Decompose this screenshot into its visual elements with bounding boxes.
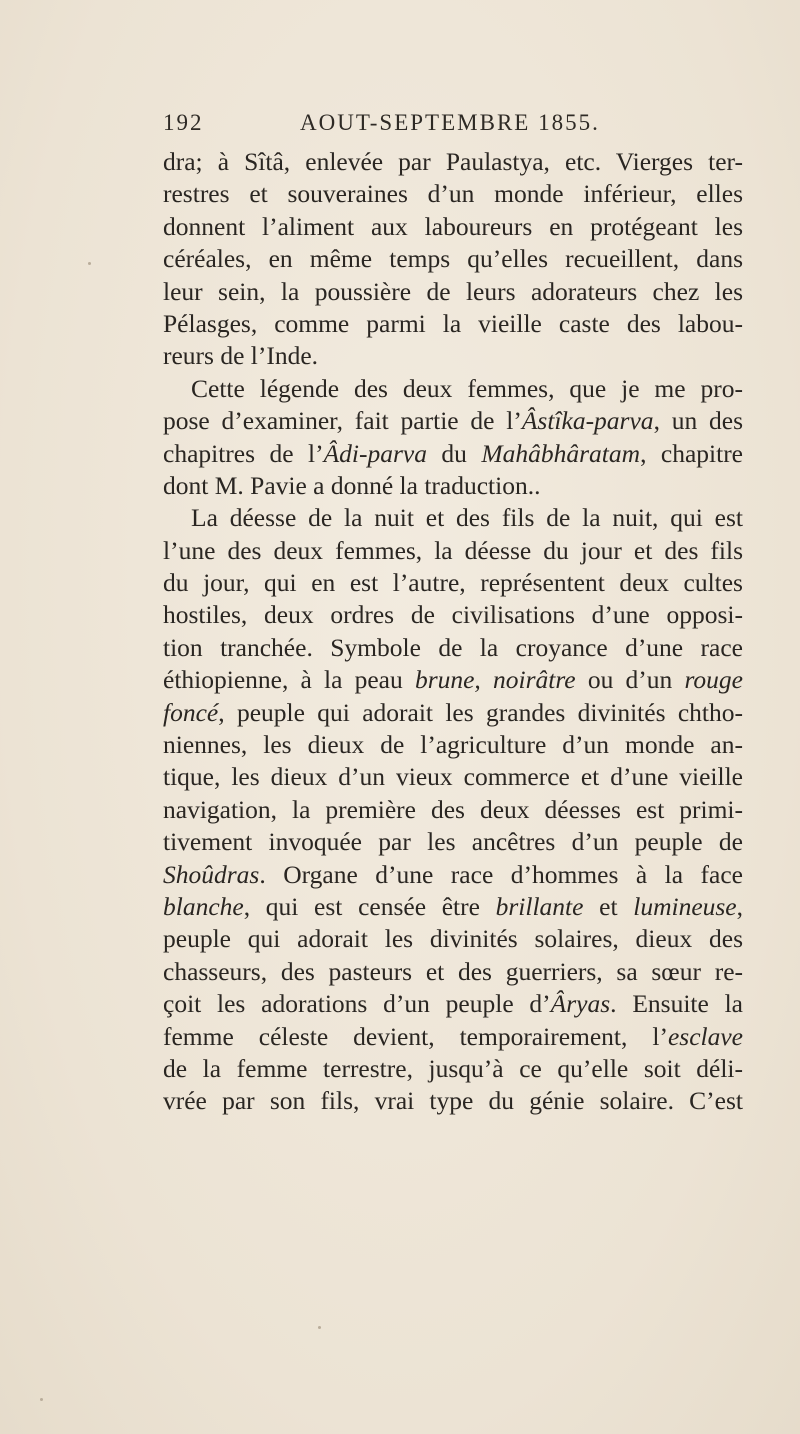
text-line xyxy=(163,729,743,761)
text-run: l’une des deux femmes, la déesse du jour et des fils xyxy=(163,535,743,565)
text-line xyxy=(163,923,743,955)
text-line xyxy=(163,373,743,405)
text-run: de la femme terrestre, jusqu’à ce qu’elle soit déli- xyxy=(163,1053,743,1083)
text-run: pose d’examiner, fait partie de l’ xyxy=(163,406,522,436)
text-run: . Organe d’une race d’hommes à la face xyxy=(259,859,743,889)
text-run: çoit les adorations d’un peuple d’ xyxy=(163,989,551,1019)
text-line xyxy=(163,567,743,599)
text-line xyxy=(163,502,743,534)
text-line xyxy=(163,632,743,664)
text-line xyxy=(163,535,743,567)
text-line xyxy=(163,211,743,243)
text-run: céréales, en même temps qu’elles recueillent, dans xyxy=(163,244,743,274)
running-head xyxy=(163,110,743,140)
text-run: , un des xyxy=(653,406,743,436)
text-run: éthiopienne, à la peau xyxy=(163,665,415,695)
paper-speck xyxy=(88,262,91,265)
text-run: . Ensuite la xyxy=(610,989,743,1019)
text-run: , qui est censée être xyxy=(243,891,496,921)
text-run: reurs de l’Inde. xyxy=(163,341,319,371)
text-run: navigation, la première des deux déesses est primi- xyxy=(163,794,743,824)
italic-text: lumineuse xyxy=(633,891,737,921)
text-line xyxy=(163,405,743,437)
text-line xyxy=(163,308,743,340)
text-line xyxy=(163,697,743,729)
italic-text: Âdi-parva xyxy=(323,438,427,468)
text-run: tique, les dieux d’un vieux commerce et d’une vieille xyxy=(163,762,743,792)
text-run: leur sein, la poussière de leurs adorateurs chez les xyxy=(163,276,743,306)
body-text xyxy=(163,146,743,1118)
text-line xyxy=(163,891,743,923)
text-line xyxy=(163,826,743,858)
italic-text: brillante xyxy=(495,891,584,921)
text-run: , chapitre xyxy=(640,438,743,468)
text-run: et xyxy=(583,891,634,921)
text-line xyxy=(163,1021,743,1053)
italic-text: foncé xyxy=(163,697,219,727)
text-line xyxy=(163,178,743,210)
italic-text: blanche xyxy=(163,891,244,921)
text-line xyxy=(163,664,743,696)
italic-text: brune, noirâtre xyxy=(414,665,576,695)
italic-text: rouge xyxy=(684,665,743,695)
italic-text: Shoûdras xyxy=(163,859,260,889)
text-line xyxy=(163,761,743,793)
text-run: ou d’un xyxy=(575,665,685,695)
page-number: 192 xyxy=(163,110,204,135)
text-run: chasseurs, des pasteurs et des guerriers, sa sœur re- xyxy=(163,956,743,986)
text-run: dra; à Sîtâ, enlevée par Paulastya, etc. Vierges ter- xyxy=(163,147,743,176)
paper-speck xyxy=(318,1326,321,1329)
text-run: Pélasges, comme parmi la vieille caste des labou- xyxy=(163,308,743,338)
text-run: dont M. Pavie a donné la traduction.. xyxy=(163,470,541,500)
text-run: , xyxy=(736,891,743,921)
text-line xyxy=(163,859,743,891)
running-title: AOUT-SEPTEMBRE 1855. xyxy=(300,110,600,135)
text-line xyxy=(163,1053,743,1085)
text-line xyxy=(163,988,743,1020)
text-line xyxy=(163,1085,743,1117)
italic-text: Âryas xyxy=(550,989,611,1019)
text-run: La déesse de la nuit et des fils de la nuit, qui est xyxy=(191,503,743,533)
text-run: vrée par son fils, vrai type du génie solaire. C’est xyxy=(163,1086,743,1116)
text-run: du xyxy=(426,438,482,468)
italic-text: Mahâbhâratam xyxy=(481,438,641,468)
italic-text: esclave xyxy=(667,1021,743,1051)
text-run: hostiles, deux ordres de civilisations d’une opposi- xyxy=(163,600,743,630)
text-run: , peuple qui adorait les grandes divinités chtho- xyxy=(218,697,743,727)
paper-speck xyxy=(40,1398,43,1401)
text-line xyxy=(163,794,743,826)
text-run: restres et souveraines d’un monde inférieur, elles xyxy=(163,179,743,209)
text-line xyxy=(163,243,743,275)
text-line xyxy=(163,438,743,470)
text-run: chapitres de l’ xyxy=(163,438,324,468)
text-run: tion tranchée. Symbole de la croyance d’une race xyxy=(163,632,743,662)
text-run: niennes, les dieux de l’agriculture d’un monde an- xyxy=(163,730,743,760)
text-run: peuple qui adorait les divinités solaires, dieux des xyxy=(163,924,743,954)
text-run: Cette légende des deux femmes, que je me pro- xyxy=(191,373,743,403)
italic-text: Âstîka-parva xyxy=(521,406,654,436)
text-line xyxy=(163,599,743,631)
text-run: femme céleste devient, temporairement, l’ xyxy=(163,1021,668,1051)
text-line xyxy=(163,146,743,178)
text-line xyxy=(163,276,743,308)
text-run: tivement invoquée par les ancêtres d’un peuple de xyxy=(163,827,743,857)
text-run: du jour, qui en est l’autre, représentent deux cultes xyxy=(163,568,743,598)
text-run: donnent l’aliment aux laboureurs en protégeant les xyxy=(163,211,743,241)
text-line xyxy=(163,956,743,988)
text-line xyxy=(163,340,743,372)
text-line xyxy=(163,470,743,502)
